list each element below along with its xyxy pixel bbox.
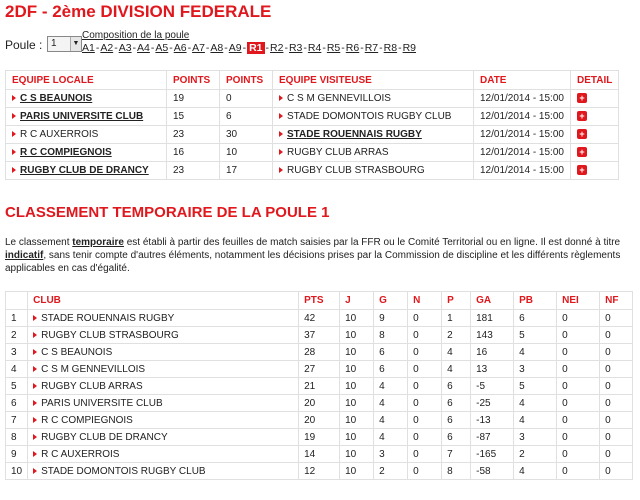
home-points: 16 bbox=[167, 144, 220, 162]
match-row bbox=[6, 108, 619, 126]
ranking-cell: 0 bbox=[557, 361, 600, 378]
ranking-cell: 0 bbox=[600, 344, 633, 361]
ranking-cell: 20 bbox=[299, 395, 340, 412]
ranking-cell: 4 bbox=[514, 395, 557, 412]
home-team-cell bbox=[6, 108, 167, 126]
ranking-cell: 10 bbox=[340, 361, 374, 378]
ranking-cell: 9 bbox=[6, 446, 28, 463]
ranking-header: N bbox=[408, 292, 442, 310]
detail-cell bbox=[570, 108, 618, 126]
ranking-header: GA bbox=[471, 292, 514, 310]
ranking-header: G bbox=[374, 292, 408, 310]
composition-link[interactable]: Composition de la poule bbox=[82, 30, 190, 41]
home-team-link[interactable]: PARIS UNIVERSITE CLUB bbox=[20, 111, 144, 122]
away-team-cell bbox=[273, 108, 474, 126]
round-link-a7[interactable]: A7 bbox=[192, 42, 205, 54]
ranking-cell: 6 bbox=[442, 412, 471, 429]
club-cell bbox=[28, 310, 299, 327]
home-team-link[interactable]: C S BEAUNOIS bbox=[20, 93, 93, 104]
ranking-cell: 6 bbox=[374, 344, 408, 361]
ranking-cell: 9 bbox=[374, 310, 408, 327]
ranking-cell: 13 bbox=[471, 361, 514, 378]
detail-cell bbox=[570, 126, 618, 144]
ranking-cell: 42 bbox=[299, 310, 340, 327]
ranking-cell: 0 bbox=[408, 412, 442, 429]
ranking-cell: 0 bbox=[600, 327, 633, 344]
ranking-cell: 21 bbox=[299, 378, 340, 395]
away-points: 10 bbox=[220, 144, 273, 162]
ranking-header: NEI bbox=[557, 292, 600, 310]
ranking-cell: 0 bbox=[408, 446, 442, 463]
triangle-right-icon bbox=[33, 434, 37, 440]
round-separator: - bbox=[114, 42, 118, 54]
classement-title: CLASSEMENT TEMPORAIRE DE LA POULE 1 bbox=[5, 204, 330, 221]
triangle-right-icon bbox=[279, 95, 283, 101]
round-link-a8[interactable]: A8 bbox=[210, 42, 224, 54]
round-separator: - bbox=[379, 42, 383, 54]
ranking-cell: 10 bbox=[340, 395, 374, 412]
ranking-cell: 4 bbox=[442, 344, 471, 361]
match-date: 12/01/2014 - 15:00 bbox=[474, 126, 571, 144]
ranking-cell: 16 bbox=[471, 344, 514, 361]
ranking-cell: 10 bbox=[340, 463, 374, 480]
ranking-cell: 8 bbox=[374, 327, 408, 344]
ranking-cell: 0 bbox=[600, 412, 633, 429]
club-link[interactable]: RUGBY CLUB ARRAS bbox=[41, 380, 143, 392]
triangle-right-icon bbox=[33, 366, 37, 372]
club-link[interactable]: PARIS UNIVERSITE CLUB bbox=[41, 397, 163, 409]
match-row bbox=[6, 144, 619, 162]
ranking-cell: 3 bbox=[6, 344, 28, 361]
home-points: 23 bbox=[167, 126, 220, 144]
club-link[interactable]: STADE DOMONTOIS RUGBY CLUB bbox=[41, 465, 206, 477]
home-team-cell bbox=[6, 144, 167, 162]
ranking-header: P bbox=[442, 292, 471, 310]
plus-icon[interactable]: + bbox=[577, 129, 587, 139]
round-link-r1[interactable]: R1 bbox=[249, 42, 263, 54]
round-separator: - bbox=[132, 42, 137, 54]
ranking-cell: 10 bbox=[6, 463, 28, 480]
ranking-row bbox=[6, 310, 633, 327]
round-link-r4[interactable]: R4 bbox=[307, 42, 322, 54]
plus-icon[interactable]: + bbox=[577, 111, 587, 121]
home-points: 15 bbox=[167, 108, 220, 126]
matches-header: EQUIPE VISITEUSE bbox=[273, 71, 474, 90]
classement-description bbox=[5, 236, 633, 275]
round-separator: - bbox=[284, 42, 288, 54]
ranking-cell: -13 bbox=[471, 412, 514, 429]
ranking-header: PB bbox=[514, 292, 557, 310]
ranking-cell: 0 bbox=[408, 310, 442, 327]
triangle-right-icon bbox=[279, 167, 283, 173]
match-date: 12/01/2014 - 15:00 bbox=[474, 90, 571, 108]
ranking-cell: 0 bbox=[600, 446, 633, 463]
ranking-cell: 0 bbox=[600, 429, 633, 446]
ranking-cell: 8 bbox=[442, 463, 471, 480]
ranking-cell: 0 bbox=[600, 463, 633, 480]
ranking-cell: 3 bbox=[374, 446, 408, 463]
ranking-cell: 6 bbox=[442, 395, 471, 412]
matches-header: DETAIL bbox=[570, 71, 618, 90]
ranking-cell: 3 bbox=[514, 361, 557, 378]
ranking-cell: 6 bbox=[442, 429, 471, 446]
home-points: 19 bbox=[167, 90, 220, 108]
ranking-cell: 4 bbox=[6, 361, 28, 378]
home-team-cell bbox=[6, 126, 167, 144]
match-date: 12/01/2014 - 15:00 bbox=[474, 144, 571, 162]
away-points: 0 bbox=[220, 90, 273, 108]
desc-temporaire: temporaire bbox=[72, 237, 124, 248]
ranking-cell: 10 bbox=[340, 344, 374, 361]
matches-header: DATE bbox=[474, 71, 571, 90]
ranking-cell: 0 bbox=[557, 429, 600, 446]
matches-header: POINTS bbox=[220, 71, 273, 90]
ranking-cell: 7 bbox=[442, 446, 471, 463]
triangle-right-icon bbox=[12, 95, 16, 101]
round-link-a1[interactable]: A1 bbox=[82, 42, 95, 54]
ranking-cell: 4 bbox=[442, 361, 471, 378]
triangle-right-icon bbox=[12, 113, 16, 119]
triangle-right-icon bbox=[12, 131, 16, 137]
ranking-cell: 143 bbox=[471, 327, 514, 344]
ranking-cell: 0 bbox=[600, 378, 633, 395]
away-team-link[interactable]: STADE ROUENNAIS RUGBY bbox=[287, 129, 422, 140]
triangle-right-icon bbox=[12, 149, 16, 155]
match-row bbox=[6, 162, 619, 180]
ranking-cell: 0 bbox=[557, 395, 600, 412]
ranking-row bbox=[6, 361, 633, 378]
ranking-cell: 0 bbox=[408, 327, 442, 344]
ranking-cell: -87 bbox=[471, 429, 514, 446]
ranking-cell: 0 bbox=[557, 378, 600, 395]
ranking-cell: 0 bbox=[557, 463, 600, 480]
round-separator: - bbox=[242, 42, 247, 54]
desc-text: est établi à partir des feuilles de match saisies par la FFR ou le Comité Territorial ou en ligne. Il est donné à titre bbox=[123, 237, 621, 248]
club-cell bbox=[28, 412, 299, 429]
ranking-cell: 7 bbox=[6, 412, 28, 429]
ranking-cell: 5 bbox=[6, 378, 28, 395]
ranking-cell: 10 bbox=[340, 310, 374, 327]
ranking-header bbox=[6, 292, 28, 310]
round-link-a3[interactable]: A3 bbox=[118, 42, 132, 54]
club-link[interactable]: R C AUXERROIS bbox=[41, 448, 120, 460]
away-team-cell bbox=[273, 162, 474, 180]
triangle-right-icon bbox=[33, 468, 37, 474]
ranking-cell: 4 bbox=[514, 412, 557, 429]
round-separator: - bbox=[360, 42, 364, 54]
ranking-cell: 2 bbox=[6, 327, 28, 344]
triangle-right-icon bbox=[33, 451, 37, 457]
ranking-cell: -165 bbox=[471, 446, 514, 463]
round-link-r7[interactable]: R7 bbox=[364, 42, 379, 54]
ranking-cell: 0 bbox=[408, 361, 442, 378]
ranking-cell: 0 bbox=[557, 310, 600, 327]
ranking-cell: 10 bbox=[340, 378, 374, 395]
ranking-row bbox=[6, 344, 633, 361]
detail-cell bbox=[570, 162, 618, 180]
club-cell bbox=[28, 429, 299, 446]
club-link[interactable]: C S M GENNEVILLOIS bbox=[41, 363, 146, 375]
ranking-cell: 0 bbox=[557, 446, 600, 463]
ranking-cell: 0 bbox=[408, 344, 442, 361]
plus-icon[interactable]: + bbox=[577, 165, 587, 175]
ranking-cell: 37 bbox=[299, 327, 340, 344]
ranking-cell: 0 bbox=[408, 378, 442, 395]
ranking-cell: 5 bbox=[514, 327, 557, 344]
ranking-cell: 0 bbox=[408, 395, 442, 412]
round-separator: - bbox=[303, 42, 307, 54]
round-link-a5[interactable]: A5 bbox=[155, 42, 169, 54]
club-cell bbox=[28, 327, 299, 344]
page-title: 2DF - 2ème DIVISION FEDERALE bbox=[5, 2, 272, 21]
club-link[interactable]: STADE ROUENNAIS RUGBY bbox=[41, 312, 175, 324]
away-team-link[interactable]: C S M GENNEVILLOIS bbox=[287, 93, 391, 104]
round-separator: - bbox=[187, 42, 192, 54]
triangle-right-icon bbox=[33, 349, 37, 355]
triangle-right-icon bbox=[12, 167, 16, 173]
round-separator: - bbox=[95, 42, 100, 54]
match-row bbox=[6, 90, 619, 108]
match-date: 12/01/2014 - 15:00 bbox=[474, 162, 571, 180]
ranking-cell: 20 bbox=[299, 412, 340, 429]
match-date: 12/01/2014 - 15:00 bbox=[474, 108, 571, 126]
ranking-cell: -58 bbox=[471, 463, 514, 480]
club-cell bbox=[28, 378, 299, 395]
ranking-cell: 10 bbox=[340, 429, 374, 446]
triangle-right-icon bbox=[279, 113, 283, 119]
ranking-cell: 28 bbox=[299, 344, 340, 361]
triangle-right-icon bbox=[33, 332, 37, 338]
ranking-cell: 10 bbox=[340, 412, 374, 429]
home-team-link[interactable]: R C COMPIEGNOIS bbox=[20, 147, 112, 158]
round-link-r3[interactable]: R3 bbox=[288, 42, 303, 54]
round-separator: - bbox=[169, 42, 173, 54]
ranking-cell: 1 bbox=[6, 310, 28, 327]
triangle-right-icon bbox=[33, 400, 37, 406]
detail-cell bbox=[570, 144, 618, 162]
ranking-cell: 2 bbox=[442, 327, 471, 344]
round-separator: - bbox=[265, 42, 270, 54]
away-points: 30 bbox=[220, 126, 273, 144]
ranking-cell: 4 bbox=[514, 463, 557, 480]
away-team-link[interactable]: RUGBY CLUB ARRAS bbox=[287, 147, 389, 158]
ranking-cell: 6 bbox=[374, 361, 408, 378]
home-team-link[interactable]: RUGBY CLUB DE DRANCY bbox=[20, 165, 149, 176]
ranking-table bbox=[5, 291, 633, 480]
ranking-cell: 4 bbox=[374, 395, 408, 412]
ranking-cell: 3 bbox=[514, 429, 557, 446]
round-link-r9[interactable]: R9 bbox=[402, 42, 417, 54]
ranking-row bbox=[6, 446, 633, 463]
ranking-cell: 0 bbox=[600, 310, 633, 327]
ranking-cell: 0 bbox=[557, 327, 600, 344]
ranking-cell: 2 bbox=[514, 446, 557, 463]
ranking-cell: 0 bbox=[600, 395, 633, 412]
club-link[interactable]: RUGBY CLUB STRASBOURG bbox=[41, 329, 179, 341]
away-team-link[interactable]: STADE DOMONTOIS RUGBY CLUB bbox=[287, 111, 452, 122]
home-team-cell bbox=[6, 162, 167, 180]
matches-header: POINTS bbox=[167, 71, 220, 90]
away-team-cell bbox=[273, 126, 474, 144]
ranking-cell: 0 bbox=[600, 361, 633, 378]
home-team-cell bbox=[6, 90, 167, 108]
ranking-cell: 19 bbox=[299, 429, 340, 446]
club-link[interactable]: R C COMPIEGNOIS bbox=[41, 414, 133, 426]
triangle-right-icon bbox=[279, 149, 283, 155]
ranking-cell: -5 bbox=[471, 378, 514, 395]
poule-label: Poule : bbox=[5, 38, 43, 52]
ranking-cell: 14 bbox=[299, 446, 340, 463]
club-cell bbox=[28, 463, 299, 480]
home-points: 23 bbox=[167, 162, 220, 180]
round-link-r5[interactable]: R5 bbox=[326, 42, 341, 54]
round-link-a6[interactable]: A6 bbox=[173, 42, 187, 54]
ranking-header: NF bbox=[600, 292, 633, 310]
poule-select-value: 1 bbox=[51, 38, 57, 49]
triangle-right-icon bbox=[279, 131, 283, 137]
ranking-cell: -25 bbox=[471, 395, 514, 412]
round-link-a9[interactable]: A9 bbox=[228, 42, 242, 54]
round-separator: - bbox=[341, 42, 345, 54]
ranking-cell: 10 bbox=[340, 327, 374, 344]
home-team-link[interactable]: R C AUXERROIS bbox=[20, 129, 99, 140]
matches-table bbox=[5, 70, 619, 180]
club-cell bbox=[28, 361, 299, 378]
chevron-down-icon: ▼ bbox=[70, 37, 81, 51]
ranking-cell: 0 bbox=[408, 463, 442, 480]
round-link-r2[interactable]: R2 bbox=[270, 42, 284, 54]
club-cell bbox=[28, 446, 299, 463]
club-link[interactable]: C S BEAUNOIS bbox=[41, 346, 113, 358]
ranking-cell: 6 bbox=[6, 395, 28, 412]
club-link[interactable]: RUGBY CLUB DE DRANCY bbox=[41, 431, 168, 443]
ranking-cell: 5 bbox=[514, 378, 557, 395]
round-link-a4[interactable]: A4 bbox=[137, 42, 150, 54]
away-points: 6 bbox=[220, 108, 273, 126]
triangle-right-icon bbox=[33, 417, 37, 423]
away-points: 17 bbox=[220, 162, 273, 180]
ranking-cell: 0 bbox=[408, 429, 442, 446]
ranking-cell: 4 bbox=[374, 412, 408, 429]
detail-cell bbox=[570, 90, 618, 108]
desc-indicatif: indicatif bbox=[5, 250, 44, 261]
ranking-header: J bbox=[340, 292, 374, 310]
round-separator: - bbox=[150, 42, 155, 54]
ranking-row bbox=[6, 327, 633, 344]
round-link-r8[interactable]: R8 bbox=[383, 42, 398, 54]
matches-header: EQUIPE LOCALE bbox=[6, 71, 167, 90]
away-team-cell bbox=[273, 144, 474, 162]
round-separator: - bbox=[224, 42, 228, 54]
away-team-link[interactable]: RUGBY CLUB STRASBOURG bbox=[287, 165, 425, 176]
ranking-cell: 2 bbox=[374, 463, 408, 480]
round-links bbox=[82, 42, 416, 54]
ranking-row bbox=[6, 395, 633, 412]
round-separator: - bbox=[398, 42, 402, 54]
poule-select[interactable] bbox=[47, 36, 82, 52]
ranking-cell: 0 bbox=[557, 344, 600, 361]
ranking-cell: 6 bbox=[514, 310, 557, 327]
ranking-header: PTS bbox=[299, 292, 340, 310]
desc-text: , sans tenir compte d'autres éléments, notamment les décisions prises par la Commission de discipline et les différents règlements applicables en cas d'égalité. bbox=[5, 250, 621, 274]
club-cell bbox=[28, 344, 299, 361]
ranking-row bbox=[6, 429, 633, 446]
triangle-right-icon bbox=[33, 383, 37, 389]
ranking-cell: 10 bbox=[340, 446, 374, 463]
ranking-cell: 8 bbox=[6, 429, 28, 446]
plus-icon[interactable]: + bbox=[577, 93, 587, 103]
round-separator: - bbox=[322, 42, 326, 54]
club-cell bbox=[28, 395, 299, 412]
round-separator: - bbox=[205, 42, 210, 54]
ranking-cell: 0 bbox=[557, 412, 600, 429]
ranking-header: CLUB bbox=[28, 292, 299, 310]
round-link-r6[interactable]: R6 bbox=[345, 42, 360, 54]
ranking-row bbox=[6, 463, 633, 480]
ranking-cell: 6 bbox=[442, 378, 471, 395]
ranking-cell: 27 bbox=[299, 361, 340, 378]
ranking-cell: 4 bbox=[374, 429, 408, 446]
desc-text: Le classement bbox=[5, 237, 73, 248]
away-team-cell bbox=[273, 90, 474, 108]
ranking-cell: 4 bbox=[514, 344, 557, 361]
ranking-cell: 4 bbox=[374, 378, 408, 395]
ranking-row bbox=[6, 378, 633, 395]
round-link-a2[interactable]: A2 bbox=[100, 42, 114, 54]
plus-icon[interactable]: + bbox=[577, 147, 587, 157]
match-row bbox=[6, 126, 619, 144]
ranking-cell: 181 bbox=[471, 310, 514, 327]
ranking-row bbox=[6, 412, 633, 429]
triangle-right-icon bbox=[33, 315, 37, 321]
ranking-cell: 1 bbox=[442, 310, 471, 327]
ranking-cell: 12 bbox=[299, 463, 340, 480]
